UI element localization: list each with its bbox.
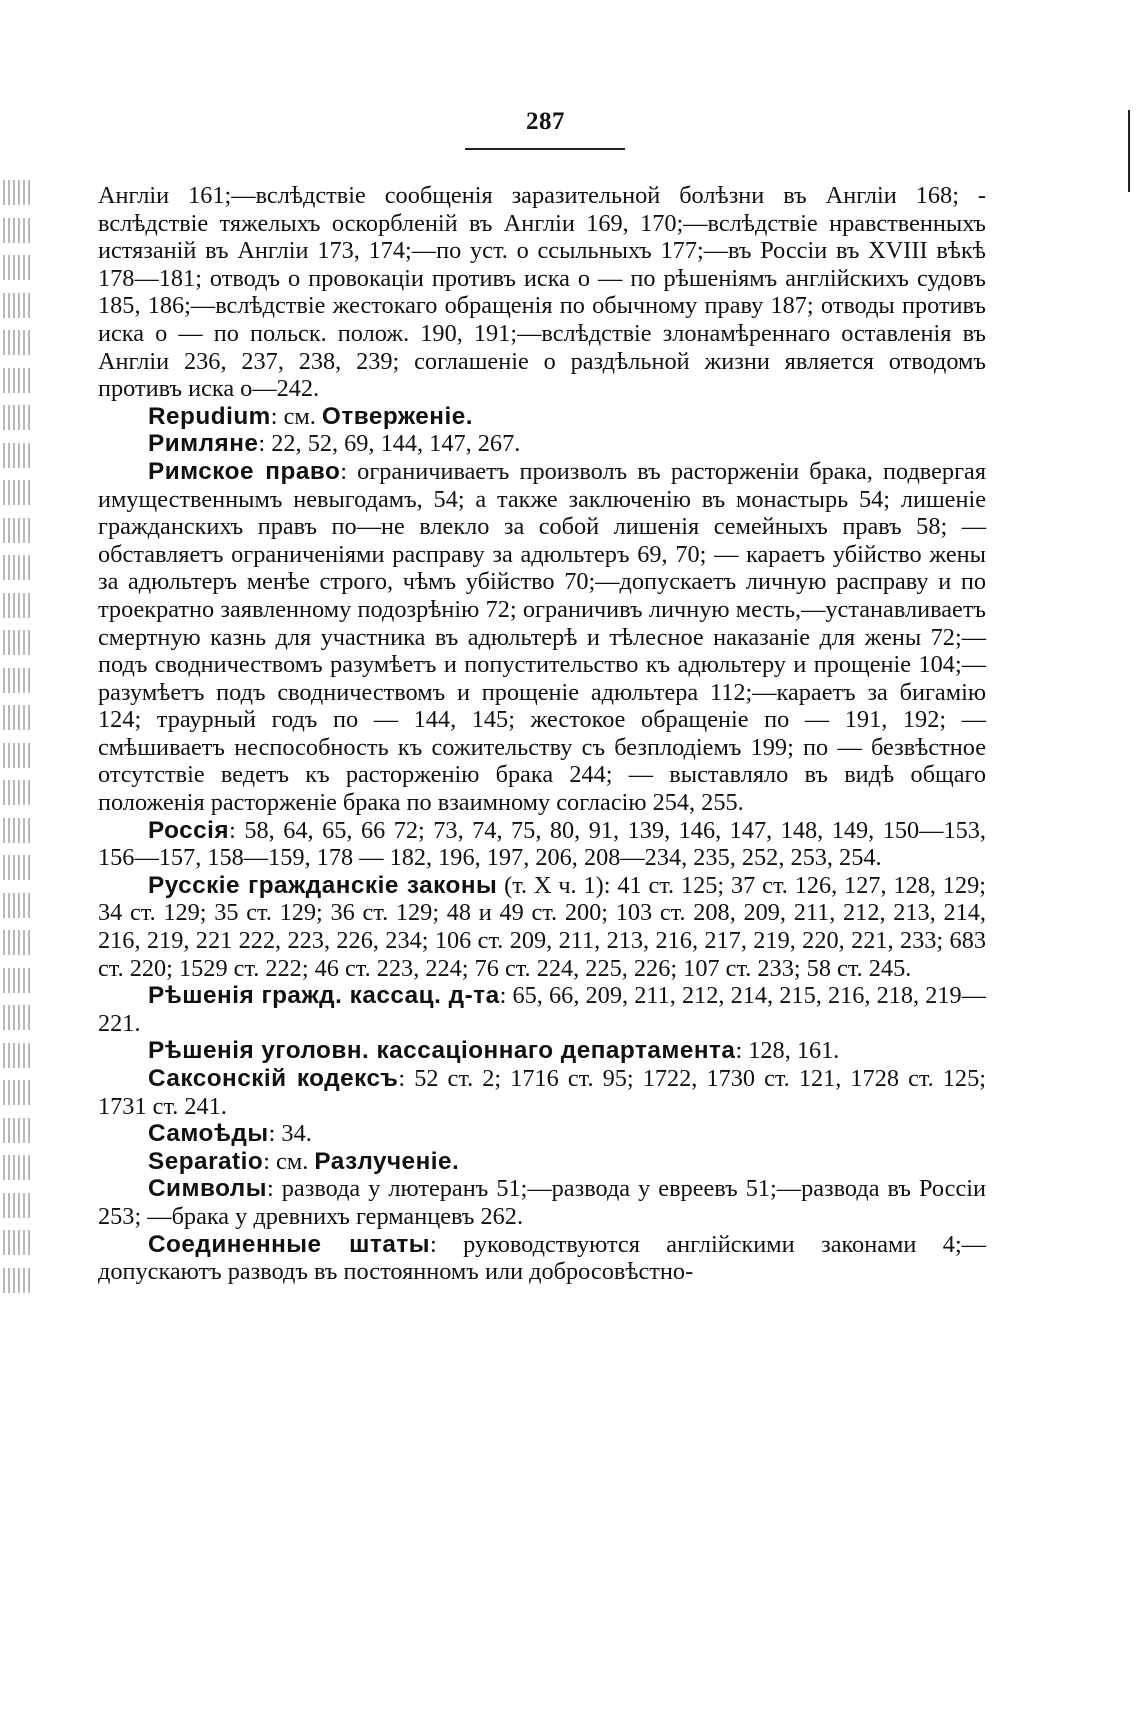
index-entry [98,1065,986,1120]
cross-reference: Разлученіе. [314,1147,460,1175]
entry-heading: Россія [148,816,230,844]
page-number: 287 [526,108,565,135]
entry-text: : см. [263,1147,315,1175]
index-entry [98,1231,986,1286]
entry-text: : 65, 66, 209, 211, 212, 214, 215, 216, 218, 219—221. [98,982,987,1037]
entry-text: : развода у лютеранъ 51;—развода у евреевъ 51;—развода въ Россіи 253; —брака у древнихъ германцевъ 262. [98,1175,986,1230]
right-margin-rule [1128,110,1130,192]
index-entry [98,458,986,817]
entry-text: Англіи 161;—вслѣдствіе сообщенія заразительной болѣзни въ Англіи 168; - вслѣдствіе тяжелыхъ оскорбленій въ Англіи 169, 170;—вслѣдствіе нравственныхъ истязаній въ Англіи 173, 174;—по уст. о ссыльныхъ 177;—въ Россіи въ XVIII вѣкѣ 178—181; отводъ о провокаціи противъ иска о — по рѣшеніямъ англійскихъ судовъ 185, 186;—вслѣдствіе жестокаго обращенія по обычному праву 187; отводы противъ иска о — по польск. полож. 190, 191;—вслѣдствіе злонамѣреннаго оставленія въ Англіи 236, 237, 238, 239; соглашеніе о раздѣльной жизни является отводомъ противъ иска о—242. [98,182,986,403]
entry-text: : 22, 52, 69, 144, 147, 267. [258,430,521,458]
entry-text: : руководствуются англійскими законами 4;—допускаютъ разводъ въ постоянномъ или добросовѣстно- [98,1230,986,1286]
page-number-rule [465,148,625,150]
entry-heading: Рѣшенія уголовн. кассаціоннаго департамента [148,1037,736,1065]
entry-text: : 58, 64, 65, 66 72; 73, 74, 75, 80, 91, 139, 146, 147, 148, 149, 150—153, 156—157, 158—159, 178 — 182, 196, 197, 206, 208—234, 235, 252, 253, 254. [98,816,986,872]
index-entry [98,1120,986,1148]
entry-heading: Рѣшенія гражд. кассац. д-та [148,982,500,1010]
entry-text: : 34. [268,1120,312,1148]
index-entry [98,1037,986,1065]
adjacent-page-edge-fragment [0,180,34,1330]
index-entry [98,982,986,1037]
cross-reference: Отверженіе. [321,402,473,430]
index-entry [98,1148,986,1176]
index-entry [98,817,986,872]
index-entry-continued [98,182,986,403]
entry-text: : ограничиваетъ произволъ въ расторженіи брака, подвергая имущественнымъ невыгодамъ, 54; а также заключенію въ монастырь 54; лишеніе гражданскихъ правъ по—не влекло за собой лишенія семейныхъ правъ 58; — обставляетъ ограниченіями расправу за адюльтеръ 69, 70; — караетъ убійство жены за адюльтеръ менѣе строго, чѣмъ убійство 70;—допускаетъ личную расправу и по троекратно заявленному подозрѣнію 72; ограничивъ личную месть,—устанавливаетъ смертную казнь для участника въ адюльтерѣ и тѣлесное наказаніе для жены 72;—подъ сводничествомъ разумѣетъ и попустительство къ адюльтеру и прощеніе 104;—разумѣетъ подъ сводничествомъ и прощеніе адюльтера 112;—караетъ за бигамію 124; траурный годъ по — 144, 145; жестокое обращеніе по — 191, 192; — смѣшиваетъ неспособность къ сожительству съ безплодіемъ 199; по — безвѣстное отсутствіе ведетъ къ расторженію брака 244; — выставляло въ видѣ общаго положенія расторженіе брака по взаимному согласію 254, 255. [98,457,986,817]
index-entry [98,430,986,458]
entry-heading: Символы [148,1175,267,1203]
entry-heading: Repudium [148,402,271,430]
entry-text: : 128, 161. [735,1037,840,1065]
entry-heading: Саксонскій кодексъ [148,1065,399,1092]
entry-heading: Римское право [148,457,341,485]
index-column [98,182,986,1286]
entry-text: : 52 ст. 2; 1716 ст. 95; 1722, 1730 ст. 121, 1728 ст. 125; 1731 ст. 241. [98,1065,986,1120]
index-entry [98,403,986,431]
entry-heading: Римляне [148,430,259,458]
entry-text: : см. [270,402,322,430]
entry-heading: Русскіе гражданскіе законы [148,871,498,899]
index-entry [98,872,986,982]
index-entry [98,1175,986,1230]
entry-text: (т. X ч. 1): 41 ст. 125; 37 ст. 126, 127, 128, 129; 34 ст. 129; 35 ст. 129; 36 ст. 129; 48 и 49 ст. 200; 103 ст. 208, 209, 211, 212, 213, 214, 216, 219, 221 222, 223, 226, 234; 106 ст. 209, 211, 213, 216, 217, 219, 220, 221, 233; 683 ст. 220; 1529 ст. 222; 46 ст. 223, 224; 76 ст. 224, 225, 226; 107 ст. 233; 58 ст. 245. [98,871,986,982]
entry-heading: Соединенные штаты [148,1230,430,1258]
entry-heading: Separatio [148,1147,264,1175]
entry-heading: Самоѣды [148,1120,269,1148]
